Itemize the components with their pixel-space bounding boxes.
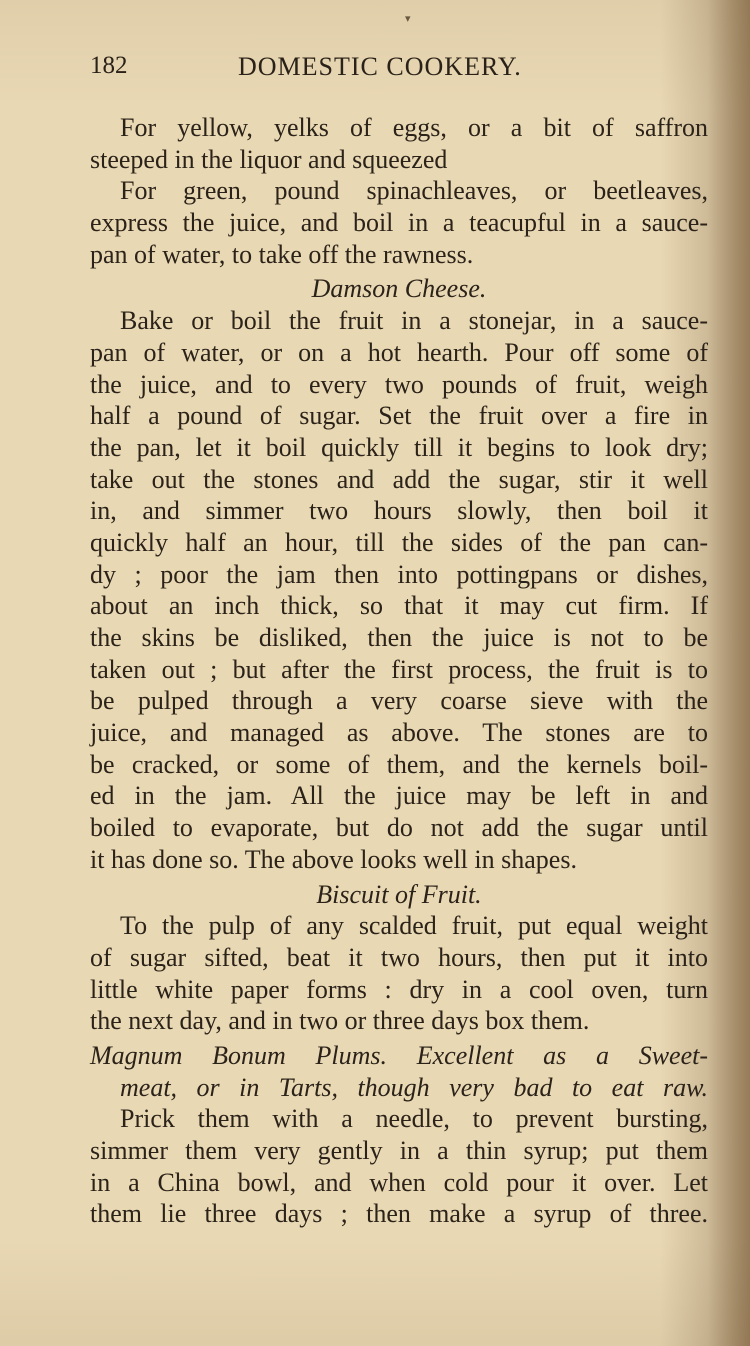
text-line: about an inch thick, so that it may cut firm. If	[90, 591, 708, 621]
page-header	[90, 52, 590, 86]
text-line: Prick them with a needle, to prevent bursting,	[120, 1104, 708, 1134]
text-line: express the juice, and boil in a teacupful in a sauce-	[90, 208, 708, 238]
text-line: it has done so. The above looks well in shapes.	[90, 844, 577, 874]
text-line: be cracked, or some of them, and the kernels boil-	[90, 749, 708, 779]
text-line: taken out ; but after the first process, the fruit is to	[90, 654, 708, 684]
running-head: DOMESTIC COOKERY.	[238, 52, 522, 81]
text-line: simmer them very gently in a thin syrup; put them	[90, 1136, 708, 1165]
recipe-heading-biscuit-of-fruit: Biscuit of Fruit.	[316, 879, 482, 909]
text-line: the skins be disliked, then the juice is not to be	[90, 623, 708, 652]
text-line: the juice, and to every two pounds of fruit, weigh	[90, 369, 708, 399]
text-line: the pan, let it boil quickly till it begins to look dry;	[90, 432, 708, 462]
text-line: steeped in the liquor and squeezed	[90, 144, 448, 174]
text-line: them lie three days ; then make a syrup of three.	[90, 1199, 708, 1229]
text-line: the next day, and in two or three days box them.	[90, 1006, 590, 1036]
text-line: in, and simmer two hours slowly, then boil it	[90, 496, 708, 526]
text-line: in a China bowl, and when cold pour it over. Let	[90, 1167, 708, 1197]
text-line: To the pulp of any scalded fruit, put equal weight	[120, 911, 708, 941]
text-line: take out the stones and add the sugar, stir it well	[90, 464, 708, 494]
text-line: For green, pound spinachleaves, or beetleaves,	[120, 176, 708, 206]
page-gutter-shadow	[708, 0, 750, 1346]
text-line: juice, and managed as above. The stones are to	[90, 718, 708, 748]
text-line: half a pound of sugar. Set the fruit over a fire in	[90, 401, 708, 431]
recipe-heading-continuation: meat, or in Tarts, though very bad to eat raw.	[120, 1072, 708, 1102]
text-line: pan of water, to take off the rawness.	[90, 239, 474, 269]
text-line: ed in the jam. All the juice may be left in and	[90, 781, 708, 811]
recipe-heading-damson-cheese: Damson Cheese.	[311, 274, 487, 304]
text-line: be pulped through a very coarse sieve with the	[90, 686, 708, 716]
printer-mark: ▾	[405, 12, 411, 25]
text-line: Bake or boil the fruit in a stonejar, in a sauce-	[120, 306, 708, 336]
page-number: 182	[90, 52, 128, 79]
text-line: For yellow, yelks of eggs, or a bit of saffron	[120, 113, 708, 142]
body-text	[90, 112, 708, 1230]
text-line: dy ; poor the jam then into pottingpans or dishes,	[90, 559, 708, 589]
text-line: quickly half an hour, till the sides of the pan can-	[90, 527, 708, 557]
text-line: pan of water, or on a hot hearth. Pour off some of	[90, 337, 708, 367]
text-line: boiled to evaporate, but do not add the sugar until	[90, 813, 708, 843]
text-line: little white paper forms : dry in a cool oven, turn	[90, 974, 708, 1004]
text-line: of sugar sifted, beat it two hours, then put it into	[90, 942, 708, 972]
recipe-heading-magnum-bonum-plums: Magnum Bonum Plums. Excellent as a Sweet-	[90, 1040, 708, 1070]
